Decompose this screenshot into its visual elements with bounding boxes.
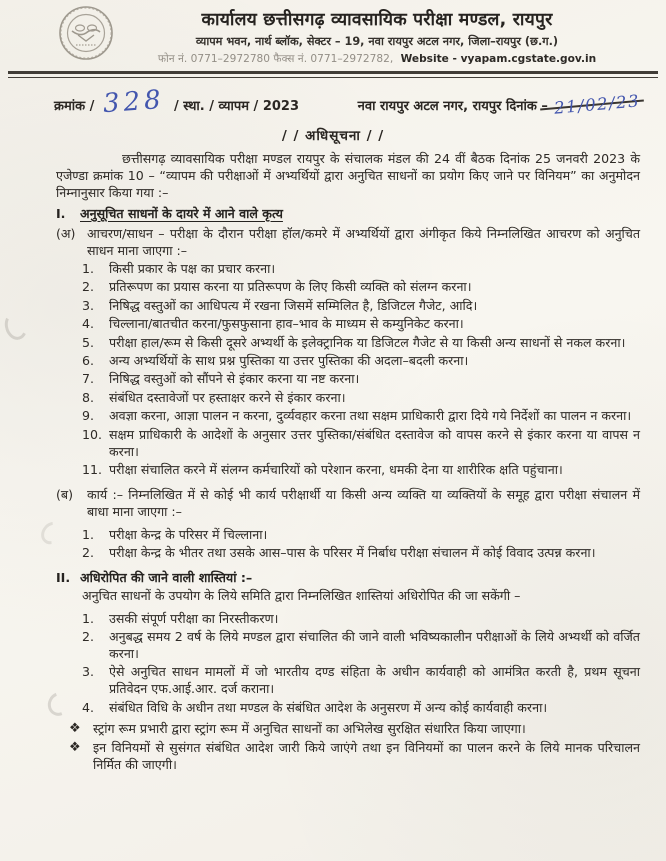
list-item [82, 279, 640, 296]
note-item [69, 740, 640, 774]
clause-a-list [82, 261, 640, 479]
item-number: 1. [82, 260, 95, 276]
item-number: 3. [82, 664, 95, 680]
section-2-list [82, 611, 640, 717]
clause-a [56, 226, 640, 260]
list-item [82, 390, 640, 407]
clause-b-label: (ब) [56, 486, 74, 502]
item-number: 4. [82, 699, 95, 715]
item-text: उसकी संपूर्ण परीक्षा का निरस्तीकरण। [109, 610, 279, 626]
ref-number-suffix: / स्था. / व्यापम / 2023 [174, 99, 300, 114]
item-number: 1. [82, 610, 95, 626]
notice-heading: / / अधिसूचना / / [281, 128, 385, 144]
item-text: परीक्षा संचालित करने में संलग्न कर्मचारियों को परेशान करना, धमकी देना या शारीरिक क्षति पहुंचाना। [109, 461, 563, 477]
clause-b [56, 487, 640, 521]
section-1-heading [56, 206, 640, 223]
note-text: इन विनियमों से सुसंगत संबंधित आदेश जारी किये जाएंगे तथा इन विनियमों का पालन करने के लिये मानक परिचालन निर्मित की जाएगी। [93, 739, 640, 772]
org-seal-icon [58, 5, 114, 61]
item-number: 3. [82, 297, 95, 313]
item-text: सक्षम प्राधिकारी के आदेशों के अनुसार उत्तर पुस्तिका/संबंधित दस्तावेज को वापस करने से इंकार करना या वापस न करना। [109, 426, 640, 459]
phone-fax-text: फोन नं. 0771–2972780 फैक्स नं. 0771–2972782, [157, 53, 394, 65]
scan-artifact [2, 310, 30, 343]
item-text: परीक्षा हाल/रूम से किसी दूसरे अभ्यर्थी के इलेक्ट्रानिक या डिजिटल गैजेट से या किसी अन्य साधनों से नकल करना। [109, 334, 626, 350]
clause-a-label: (अ) [56, 225, 76, 241]
item-text: अवज्ञा करना, आज्ञा पालन न करना, दुर्व्यवहार करना तथा सक्षम प्राधिकारी द्वारा दिये गये निर्देशों का पालन न करना। [109, 408, 632, 424]
item-text: अनुबद्ध समय 2 वर्ष के लिये मण्डल द्वारा संचालित की जाने वाली भविष्यकालीन परीक्षाओं के लिये अभ्यर्थी को वर्जित करना। [109, 629, 640, 662]
place-date-label: नवा रायपुर अटल नगर, रायपुर दिनांक – [357, 99, 548, 114]
list-item [82, 298, 640, 315]
document-body [56, 151, 640, 773]
website-text: Website - vyapam.cgstate.gov.in [400, 53, 597, 65]
section-1-title: अनुसूचित साधनों के दायरे में आने वाले कृत्य [80, 205, 283, 221]
item-number: 7. [82, 371, 95, 387]
item-text: संबंधित दस्तावेजों पर हस्ताक्षर करने से इंकार करना। [109, 389, 346, 405]
list-item [82, 527, 640, 544]
section-2-heading [56, 570, 640, 587]
list-item [82, 353, 640, 370]
notes-list [69, 721, 640, 774]
clause-b-list [82, 527, 640, 562]
section-2-number: II. [56, 569, 71, 585]
handwritten-date-text: 21/02/23 [553, 91, 641, 118]
list-item [82, 371, 640, 388]
ref-number-prefix: क्रमांक / [54, 99, 95, 114]
letterhead-text [128, 7, 626, 66]
item-number: 10. [82, 426, 103, 442]
section-1-number: I. [56, 205, 66, 221]
clause-a-intro: आचरण/साधन – परीक्षा के दौरान परीक्षा हॉल/कमरे में अभ्यर्थियों द्वारा अंगीकृत किये निम्नलिखित आचरण को अनुचित साधन माना जाएगा :– [87, 225, 640, 258]
note-text: स्ट्रांग रूम प्रभारी द्वारा स्ट्रांग रूम में अनुचित साधनों का अभिलेख सुरक्षित संधारित किया जाएगा। [93, 720, 526, 736]
item-text: ऐसे अनुचित साधन मामलों में जो भारतीय दण्ड संहिता के अधीन कार्यवाही को आमंत्रित करती है, प्रथम सूचना प्रतिवेदन एफ.आई.आर. दर्ज कराना। [109, 664, 640, 697]
item-number: 1. [82, 526, 95, 542]
item-text: किसी प्रकार के पक्ष का प्रचार करना। [109, 260, 276, 276]
list-item [82, 408, 640, 425]
item-text: निषिद्ध वस्तुओं को सौंपने से इंकार करना या नष्ट करना। [109, 371, 360, 387]
item-number: 2. [82, 279, 95, 295]
clause-b-intro: कार्य :– निम्नलिखित में से कोई भी कार्य परीक्षार्थी या किसी अन्य व्यक्ति या व्यक्तियों के समूह द्वारा परीक्षा संचालन में बाधा माना जाएगा :– [87, 486, 640, 519]
list-item [82, 545, 640, 562]
item-number: 2. [82, 629, 95, 645]
item-text: परीक्षा केन्द्र के परिसर में चिल्लाना। [109, 526, 268, 542]
list-item [82, 316, 640, 333]
item-number: 4. [82, 316, 95, 332]
item-number: 6. [82, 352, 95, 368]
list-item [82, 611, 640, 628]
list-item [82, 664, 640, 698]
list-item [82, 427, 640, 461]
org-contact-line [128, 52, 626, 66]
org-address: व्यापम भवन, नार्थ ब्लॉक, सेक्टर – 19, नवा रायपुर अटल नगर, जिला–रायपुर (छ.ग.) [195, 35, 559, 48]
handwritten-serial-number: 328 [102, 84, 167, 120]
item-text: प्रतिरूपण का प्रयास करना या प्रतिरूपण के लिए किसी व्यक्ति को संलग्न करना। [109, 279, 472, 295]
header-divider [8, 71, 658, 78]
item-text: अन्य अभ्यर्थियों के साथ प्रश्न पुस्तिका या उत्तर पुस्तिका की अदला–बदली करना। [109, 352, 469, 368]
diamond-bullet-icon: ❖ [69, 739, 81, 755]
intro-paragraph: छत्तीसगढ़ व्यावसायिक परीक्षा मण्डल रायपुर के संचालक मंडल की 24 वीं बैठक दिनांक 25 जनवरी 2023 के एजेण्डा क्रमांक 10 – “व्यापम की परीक्षाओं में अभ्यर्थियों द्वारा अनुचित साधनों का प्रयोग किए जाने पर विनियम” का अनुमोदन निम्नानुसार किया गया :– [56, 151, 640, 200]
diamond-bullet-icon: ❖ [69, 720, 81, 736]
list-item [82, 261, 640, 278]
list-item [82, 462, 640, 479]
letterhead [0, 0, 666, 66]
list-item [82, 629, 640, 663]
item-number: 9. [82, 408, 95, 424]
item-number: 5. [82, 334, 95, 350]
reference-line [54, 84, 641, 120]
list-item [82, 700, 640, 717]
note-item [69, 721, 640, 738]
item-text: चिल्लाना/बातचीत करना/फुसफुसाना हाव–भाव के माध्यम से कम्युनिकेट करना। [109, 316, 464, 332]
section-2-intro: अनुचित साधनों के उपयोग के लिये समिति द्वारा निम्नलिखित शास्तियां अधिरोपित की जा सकेंगी – [82, 587, 521, 603]
org-name: कार्यालय छत्तीसगढ़ व्यावसायिक परीक्षा मण्डल, रायपुर [201, 10, 553, 30]
item-number: 2. [82, 545, 95, 561]
list-item [82, 335, 640, 352]
section-2-title: अधिरोपित की जाने वाली शास्तियां :– [80, 569, 253, 585]
item-text: संबंधित विधि के अधीन तथा मण्डल के संबंधित आदेश के अनुसरण में अन्य कोई कार्यवाही करना। [109, 699, 548, 715]
item-number: 11. [82, 461, 103, 477]
item-number: 8. [82, 389, 95, 405]
item-text: परीक्षा केन्द्र के भीतर तथा उसके आस–पास के परिसर में निर्बाध परीक्षा संचालन में कोई विवाद उत्पन्न करना। [109, 545, 596, 561]
handwritten-date [553, 91, 641, 118]
item-text: निषिद्ध वस्तुओं का आधिपत्य में रखना जिसमें सम्मिलित है, डिजिटल गैजेट, आदि। [109, 297, 478, 313]
